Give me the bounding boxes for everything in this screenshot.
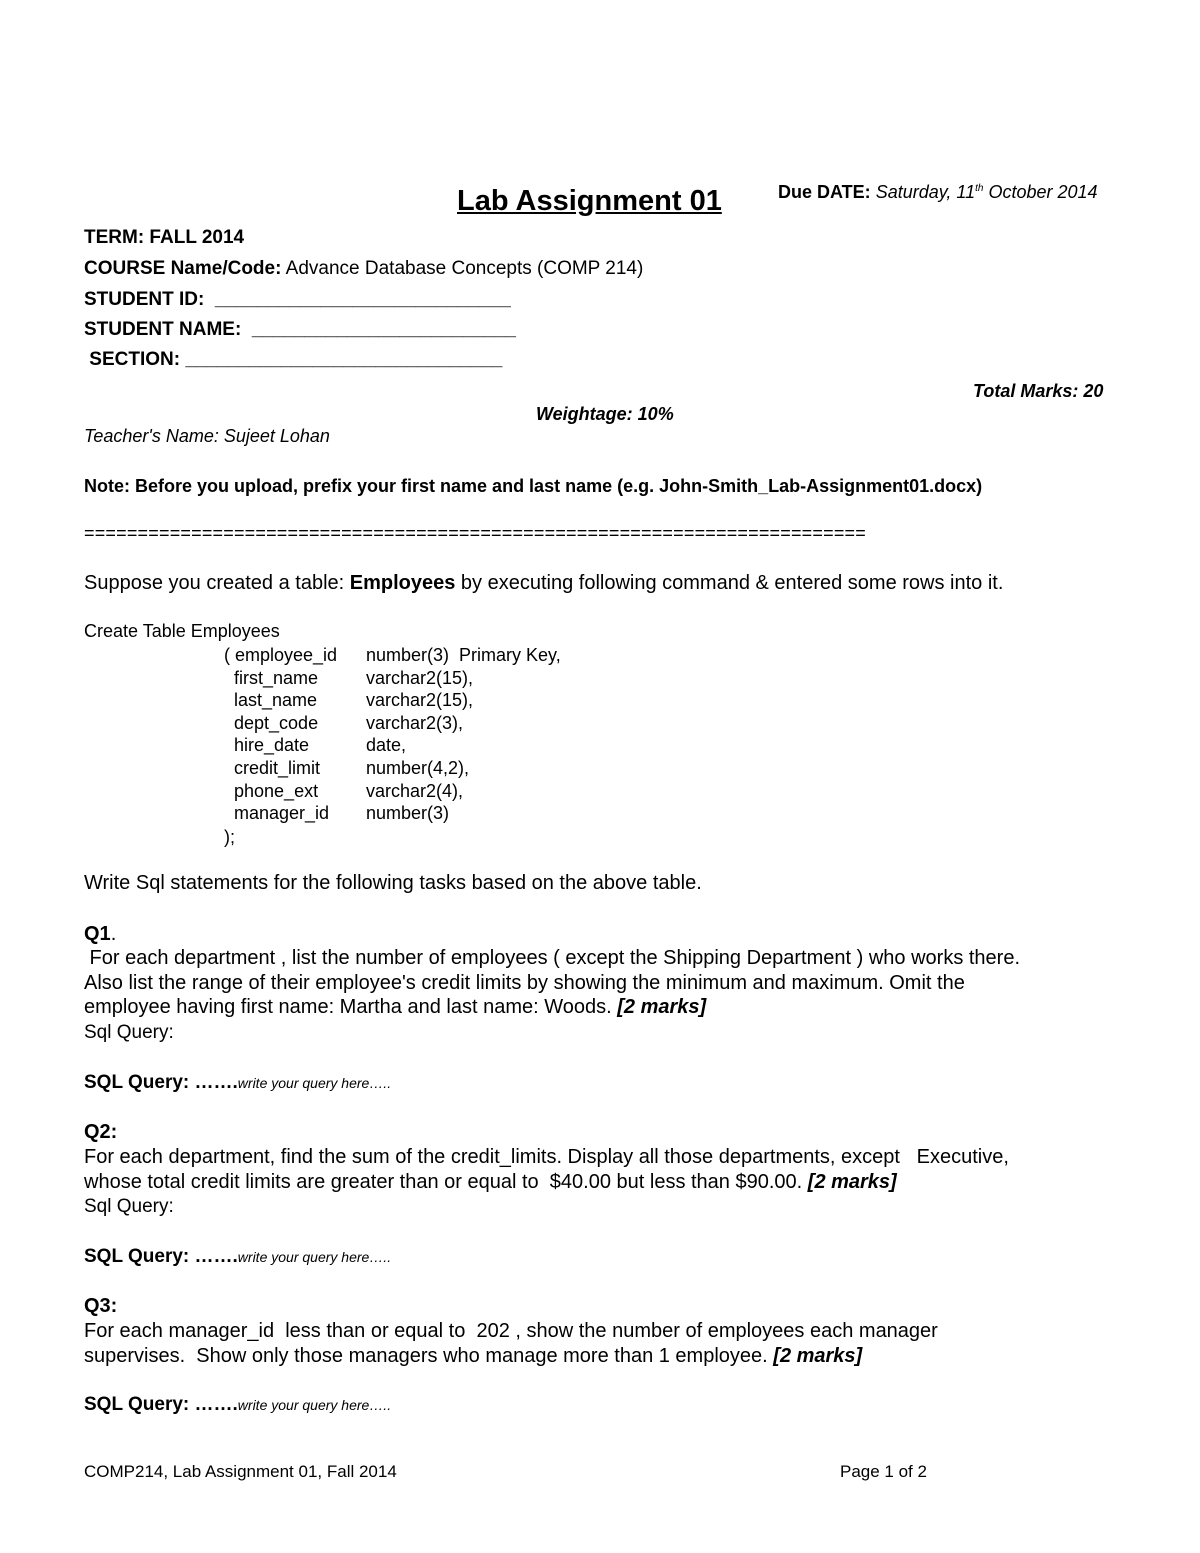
term: TERM: FALL 2014 [84, 227, 245, 248]
sql-column-type: date, [366, 735, 407, 755]
sql-column-name: hire_date [224, 735, 310, 755]
question-number-suffix: . [110, 923, 117, 945]
question-text-line [84, 1145, 1009, 1169]
sql-column-name: credit_limit [224, 758, 321, 778]
intro-table-name: Employees [349, 572, 456, 594]
intro-after: by executing following command & entered some rows into it. [455, 572, 1004, 594]
question-marks: [2 marks] [807, 1171, 897, 1193]
sql-query-answer-line [84, 1245, 391, 1269]
teacher-name: Teacher's Name: Sujeet Lohan [84, 426, 330, 446]
question-text-line [84, 946, 1020, 970]
question-number: Q2: [84, 1121, 118, 1143]
sql-create: Create Table Employees [84, 621, 280, 641]
student-id: STUDENT ID: ____________________________ [84, 289, 511, 310]
question-text: Also list the range of their employee's credit limits by showing the minimum and maximum. Omit the [84, 972, 965, 994]
question-label [84, 1294, 117, 1318]
intro-text [84, 571, 1003, 595]
question-text: whose total credit limits are greater than or equal to $40.00 but less than $90.00. [84, 1171, 808, 1193]
footer-left: COMP214, Lab Assignment 01, Fall 2014 [84, 1462, 397, 1481]
sql-query-hint: write your query here….. [237, 1249, 392, 1265]
sql-query-hint: write your query here….. [237, 1397, 392, 1413]
question-marks: [2 marks] [773, 1345, 863, 1367]
write-instruction: Write Sql statements for the following tasks based on the above table. [84, 872, 702, 894]
sql-query-label: SQL Query: ……. [84, 1394, 238, 1415]
section: SECTION: ______________________________ [84, 349, 503, 370]
sql-query-answer-line [84, 1071, 391, 1095]
due-date-label: Due DATE: [778, 182, 871, 202]
course-line [84, 257, 643, 280]
question-text: employee having first name: Martha and last name: Woods. [84, 996, 618, 1018]
sql-column-name: phone_ext [224, 781, 319, 801]
divider-line: ========================================================================= [84, 523, 866, 543]
intro-before: Suppose you created a table: [84, 572, 350, 594]
footer-page-number: Page 1 of 2 [840, 1462, 927, 1481]
due-date-prefix: Saturday, 11 [870, 182, 976, 202]
question-text: For each manager_id less than or equal to 202 , show the number of employees each manager [84, 1320, 938, 1342]
question-text-line [84, 1319, 938, 1343]
question-text-line [84, 1344, 862, 1368]
question-marks: [2 marks] [617, 996, 707, 1018]
question-text: For each department, find the sum of the credit_limits. Display all those departments, except Executive, [84, 1146, 1009, 1168]
sql-column-type: varchar2(15), [366, 690, 474, 710]
sql-query-hint: write your query here….. [237, 1075, 392, 1091]
sql-column-name: first_name [224, 668, 319, 688]
due-date [768, 156, 1098, 203]
page-title: Lab Assignment 01 [457, 185, 722, 217]
total-marks: Total Marks: 20 [973, 381, 1104, 401]
sql-query-caption: Sql Query: [84, 1022, 174, 1043]
sql-query-label: SQL Query: ……. [84, 1072, 238, 1093]
sql-query-label: SQL Query: ……. [84, 1246, 238, 1267]
upload-note: Note: Before you upload, prefix your first name and last name (e.g. John-Smith_Lab-Assignment01.docx) [84, 476, 983, 496]
sql-column-name: manager_id [224, 803, 330, 823]
question-text-line [84, 1170, 897, 1194]
sql-query-answer-line [84, 1393, 391, 1417]
question-text-line [84, 971, 965, 995]
sql-close: ); [224, 827, 235, 847]
due-date-sup: th [975, 183, 984, 194]
course-label: COURSE Name/Code: [84, 258, 282, 279]
sql-column-name: ( employee_id [224, 645, 338, 665]
sql-column-type: number(3) [366, 803, 450, 823]
question-text-line [84, 995, 706, 1019]
due-date-suffix: October 2014 [983, 182, 1098, 202]
weightage: Weightage: 10% [536, 404, 674, 424]
sql-column-type: varchar2(4), [366, 781, 464, 801]
question-text: For each department , list the number of employees ( except the Shipping Department ) who works there. [84, 947, 1021, 969]
sql-column-name: last_name [224, 690, 318, 710]
question-label [84, 922, 116, 946]
sql-column-type: number(4,2), [366, 758, 470, 778]
course-value: Advance Database Concepts (COMP 214) [281, 258, 644, 279]
sql-query-caption: Sql Query: [84, 1196, 174, 1217]
student-name: STUDENT NAME: _________________________ [84, 319, 516, 340]
sql-column-type: varchar2(15), [366, 668, 474, 688]
question-label [84, 1120, 117, 1144]
question-number: Q3: [84, 1295, 118, 1317]
sql-column-name: dept_code [224, 713, 319, 733]
question-text: supervises. Show only those managers who manage more than 1 employee. [84, 1345, 774, 1367]
question-number: Q1 [84, 923, 111, 945]
sql-column-type: varchar2(3), [366, 713, 464, 733]
sql-column-type: number(3) Primary Key, [366, 645, 561, 665]
